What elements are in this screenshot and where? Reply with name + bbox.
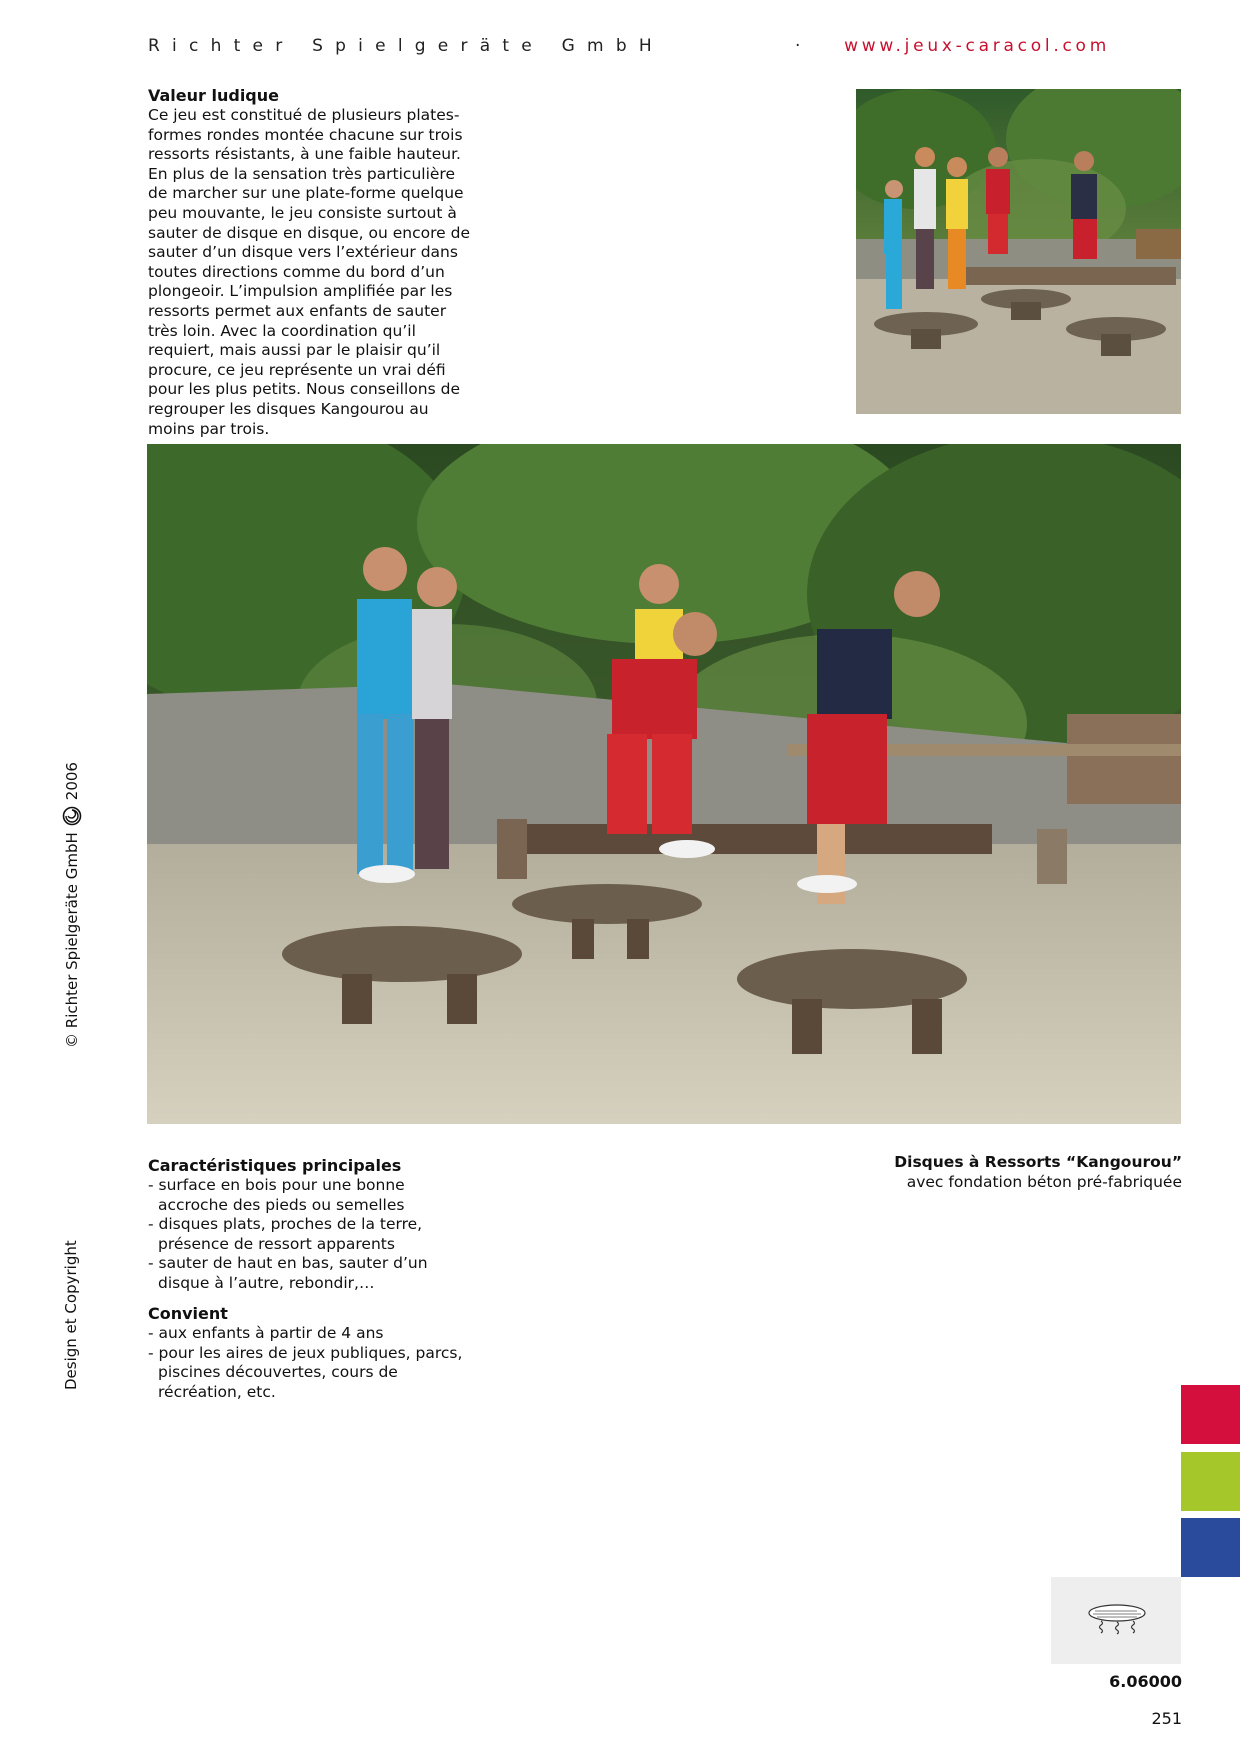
sidebar-copyright (62, 762, 82, 1048)
intro-section (148, 86, 478, 439)
suitable-section (148, 1304, 468, 1402)
copyright-text: © Richter Spielgeräte GmbH (63, 832, 81, 1048)
sidebar-design: Design et Copyright (62, 1240, 80, 1390)
category-tab-green[interactable] (1181, 1452, 1240, 1511)
header-right (795, 36, 1110, 56)
header-separator: · (794, 36, 805, 56)
intro-text: Ce jeu est constitué de plusieurs plates-formes rondes montée chacune sur trois ressorts résistants, à une faible hauteur. En plus de la sensation très particulière de marcher sur une plate-forme quelque peu mouvante, le jeu consiste surtout à sauter de disque en disque, ou encore de sauter d’un disque vers l’extérieur dans toutes directions comme du bord d’un plongeoir. L’impulsion amplifiée par les ressorts permet aux enfants de sauter très loin. Avec la coordination qu’il requiert, mais aussi par le plaisir qu’il procure, ce jeu représente un vrai défi pour les plus petits. Nous conseillons de regrouper les disques Kangourou au moins par trois. (148, 106, 470, 438)
page-number: 251 (1151, 1709, 1182, 1728)
product-code: 6.06000 (1109, 1672, 1182, 1691)
category-tab-blue[interactable] (1181, 1518, 1240, 1577)
caption-title: Disques à Ressorts “Kangourou” (894, 1153, 1182, 1171)
copyright-year: 2006 (63, 762, 81, 801)
suitable-list (148, 1324, 468, 1402)
header-url[interactable]: www.jeux-caracol.com (844, 36, 1110, 56)
photo-main (147, 444, 1181, 1124)
header-company: Richter Spielgeräte GmbH (148, 36, 664, 56)
list-item: - aux enfants à partir de 4 ans (148, 1324, 384, 1342)
intro-title: Valeur ludique (148, 86, 279, 105)
list-item: - disques plats, proches de la terre, présence de ressort apparents (148, 1215, 423, 1253)
features-section (148, 1156, 468, 1294)
suitable-title: Convient (148, 1304, 228, 1323)
caption-subtitle: avec fondation béton pré-fabriquée (906, 1173, 1182, 1191)
product-thumbnail (1051, 1577, 1181, 1664)
list-item: - sauter de haut en bas, sauter d’un disque à l’autre, rebondir,… (148, 1254, 428, 1292)
list-item: - pour les aires de jeux publiques, parcs, piscines découvertes, cours de récréation, etc. (148, 1343, 463, 1401)
product-caption (894, 1152, 1182, 1192)
features-list (148, 1176, 468, 1294)
company-logo-icon (62, 806, 82, 826)
features-title: Caractéristiques principales (148, 1156, 402, 1175)
photo-small (856, 89, 1181, 414)
category-tab-red[interactable] (1181, 1385, 1240, 1444)
list-item: - surface en bois pour une bonne accroche des pieds ou semelles (148, 1176, 405, 1214)
